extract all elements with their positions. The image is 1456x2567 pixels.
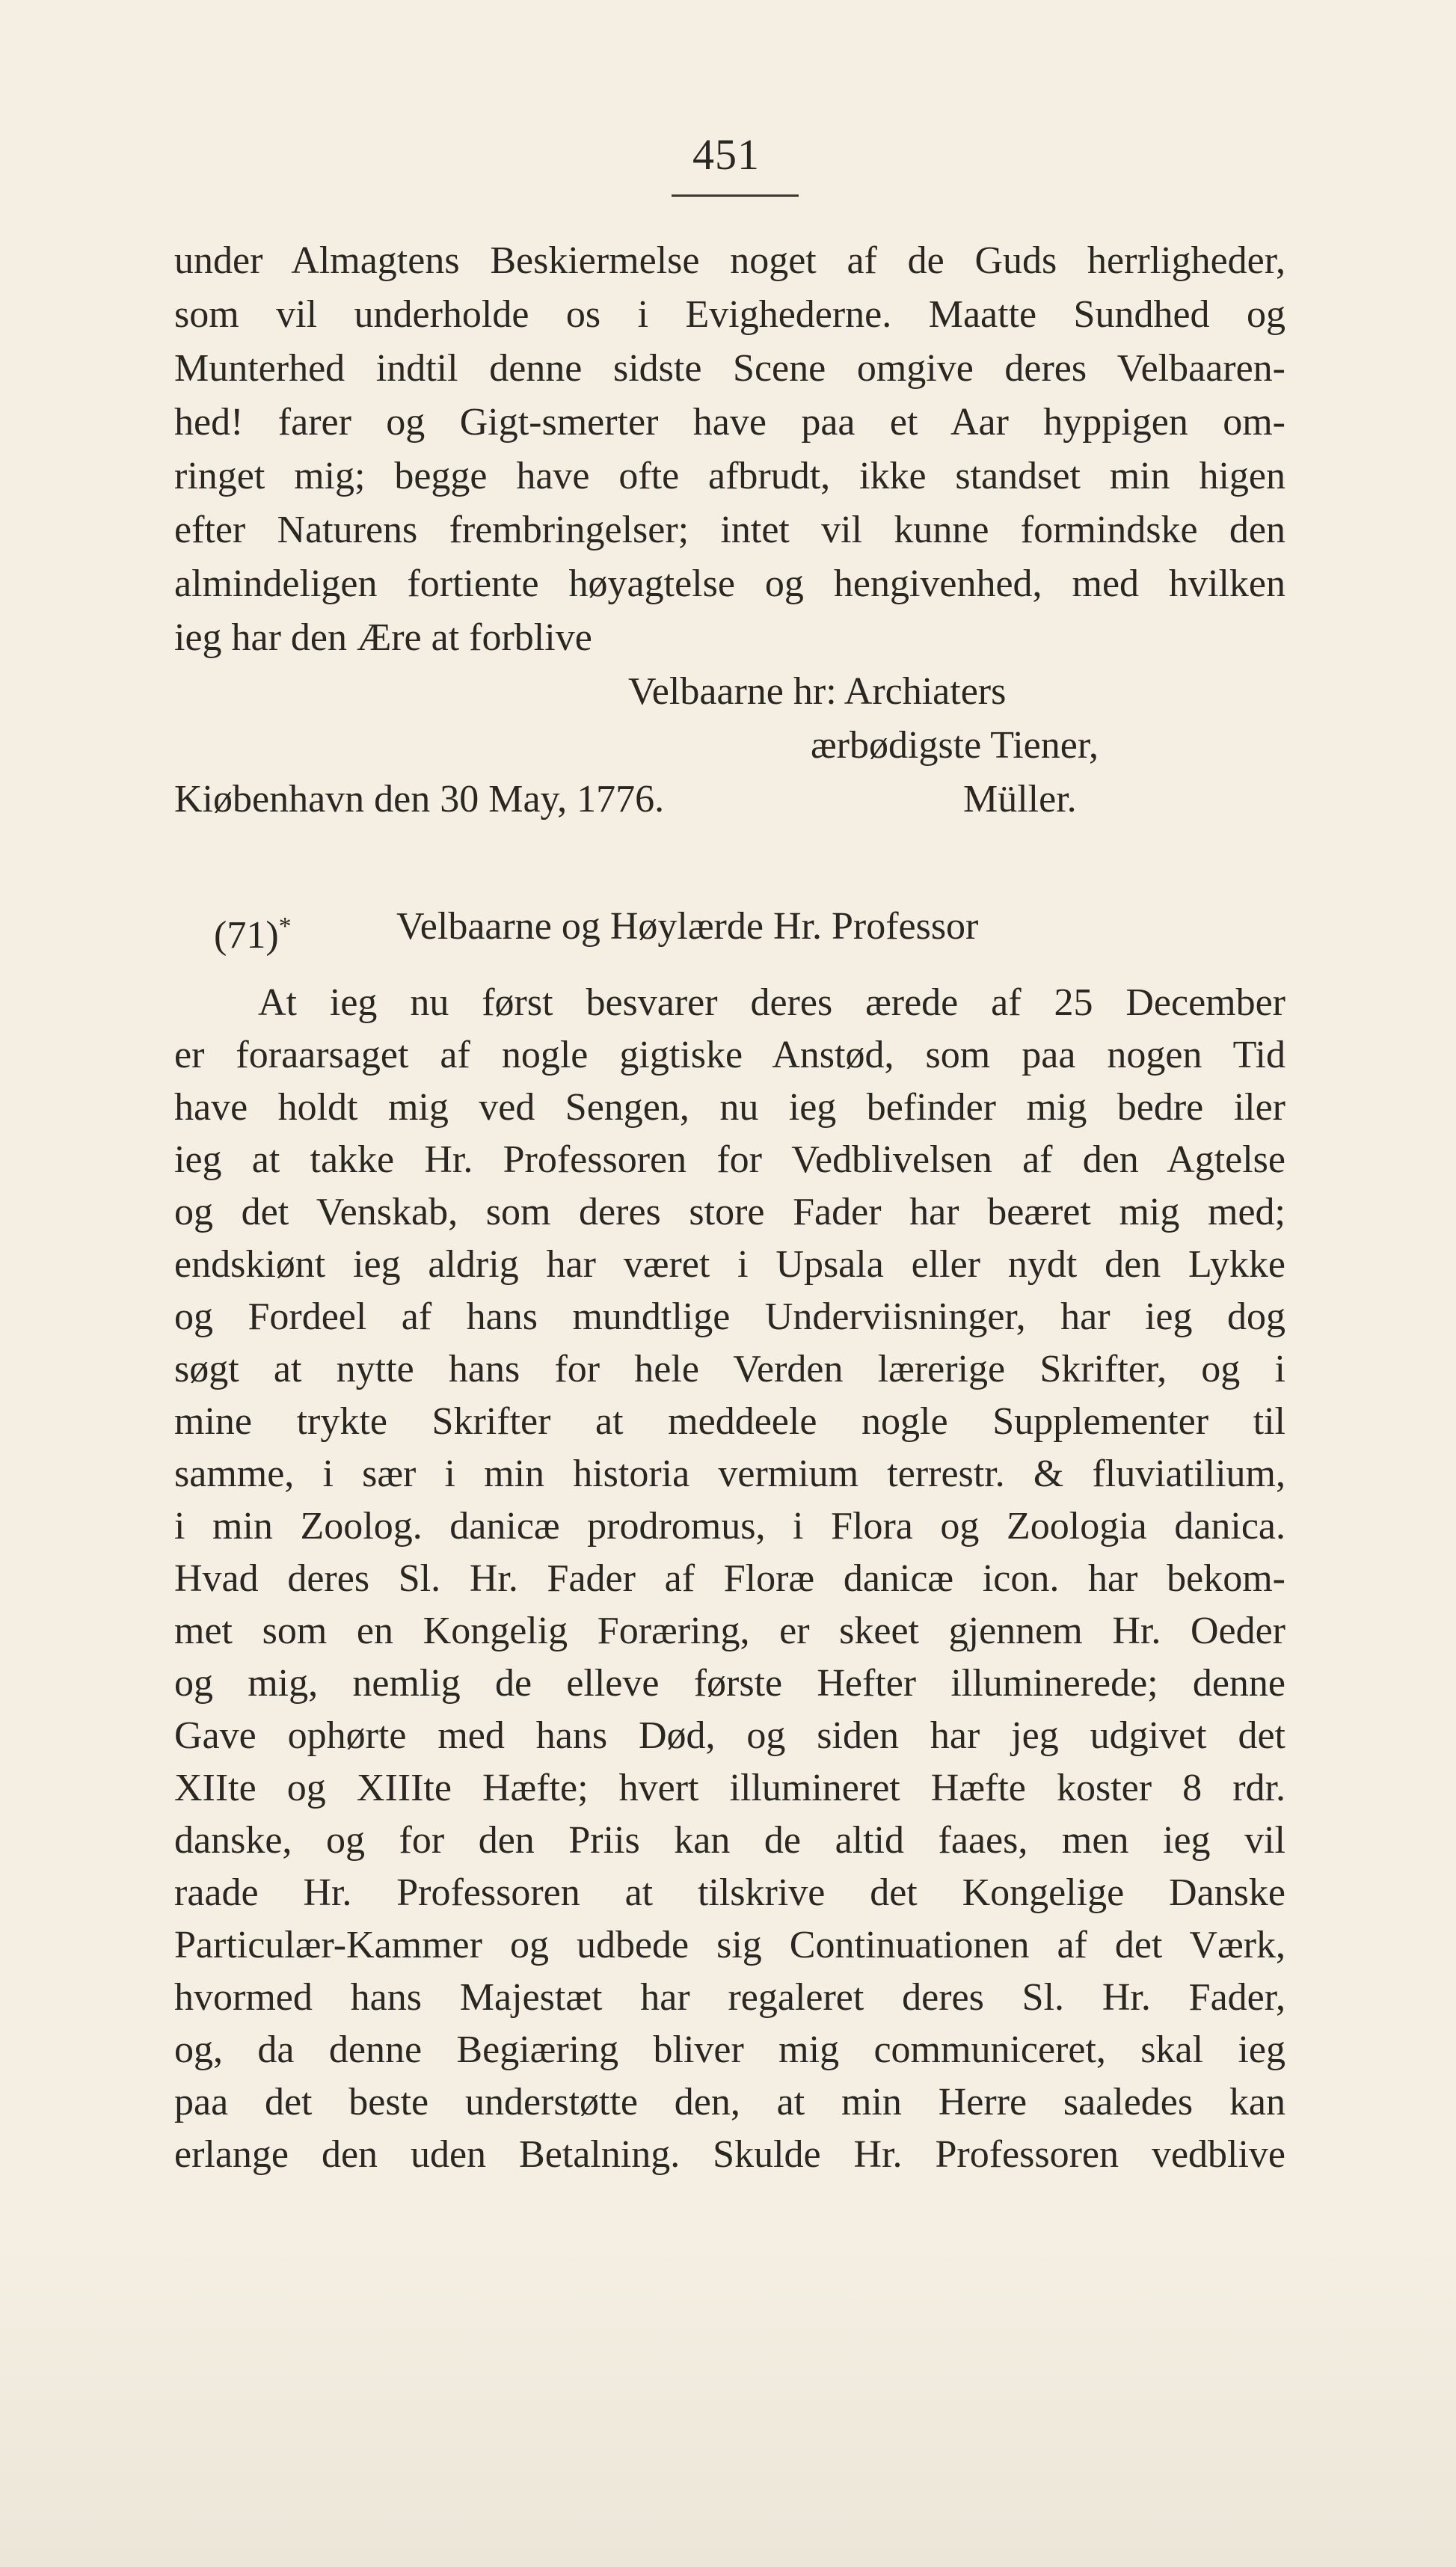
text-line: som vil underholde os i Evighederne. Maatte Sundhed og [174,293,1285,336]
letter-address: Velbaarne og Høylærde Hr. Professor [396,905,979,948]
text-line: raade Hr. Professoren at tilskrive det Kongelige Danske [174,1871,1285,1914]
text-line: Particulær-Kammer og udbede sig Continuationen af det Værk, [174,1924,1285,1966]
text-line: have holdt mig ved Sengen, nu ieg befinder mig bedre iler [174,1086,1285,1129]
text-line: hvormed hans Majestæt har regaleret deres Sl. Hr. Fader, [174,1976,1285,2019]
text-line: i min Zoolog. danicæ prodromus, i Flora og Zoologia danica. [174,1505,1285,1548]
text-line: Hvad deres Sl. Hr. Fader af Floræ danicæ icon. har bekom- [174,1557,1285,1600]
text-line: mine trykte Skrifter at meddeele nogle Supplementer til [174,1400,1285,1443]
letter-number-text: (71) [214,914,279,957]
text-line: erlange den uden Betalning. Skulde Hr. Professoren vedblive [174,2133,1285,2176]
text-line: og Fordeel af hans mundtlige Underviisninger, har ieg dog [174,1295,1285,1338]
text-line: og det Venskab, som deres store Fader har beæret mig med; [174,1191,1285,1233]
place-date: Kiøbenhavn den 30 May, 1776. [174,778,665,821]
footnote-marker: * [278,913,292,940]
text-line: met som en Kongelig Foræring, er skeet gjennem Hr. Oeder [174,1610,1285,1652]
text-line: ieg har den Ære at forblive [174,616,592,659]
text-line: almindeligen fortiente høyagtelse og hengivenhed, med hvilken [174,562,1285,605]
text-line: efter Naturens frembringelser; intet vil kunne formindske den [174,509,1285,551]
header-rule [672,194,799,197]
text-line: ieg at takke Hr. Professoren for Vedblivelsen af den Agtelse [174,1138,1285,1181]
text-line: hed! farer og Gigt-smerter have paa et Aar hyppigen om- [174,401,1285,444]
text-line: er foraarsaget af nogle gigtiske Anstød, som paa nogen Tid [174,1034,1285,1076]
page-edge-shading [0,2244,1456,2567]
text-line: ringet mig; begge have ofte afbrudt, ikke standset min higen [174,455,1285,497]
text-line: søgt at nytte hans for hele Verden lærerige Skrifter, og i [174,1348,1285,1390]
text-line: Gave ophørte med hans Død, og siden har jeg udgivet det [174,1714,1285,1757]
text-line: og, da denne Begiæring bliver mig communiceret, skal ieg [174,2028,1285,2071]
text-line: og mig, nemlig de elleve første Hefter illuminerede; denne [174,1662,1285,1705]
letter-number [214,902,292,960]
text-line: endskiønt ieg aldrig har været i Upsala eller nydt den Lykke [174,1243,1285,1286]
text-line: danske, og for den Priis kan de altid faaes, men ieg vil [174,1819,1285,1862]
text-line: under Almagtens Beskiermelse noget af de Guds herrligheder, [174,239,1285,282]
page-number: 451 [692,130,760,179]
text-line: XIIte og XIIIte Hæfte; hvert illumineret Hæfte koster 8 rdr. [174,1767,1285,1809]
text-line: Munterhed indtil denne sidste Scene omgive deres Velbaaren- [174,347,1285,390]
salutation-line: Velbaarne hr: Archiaters [628,670,1007,713]
signature: Müller. [963,778,1077,821]
text-line: At ieg nu først besvarer deres ærede af 25 December [258,981,1285,1024]
text-line: samme, i sær i min historia vermium terrestr. & fluviatilium, [174,1453,1285,1495]
text-line: paa det beste understøtte den, at min Herre saaledes kan [174,2081,1285,2123]
salutation-line: ærbødigste Tiener, [811,724,1099,767]
